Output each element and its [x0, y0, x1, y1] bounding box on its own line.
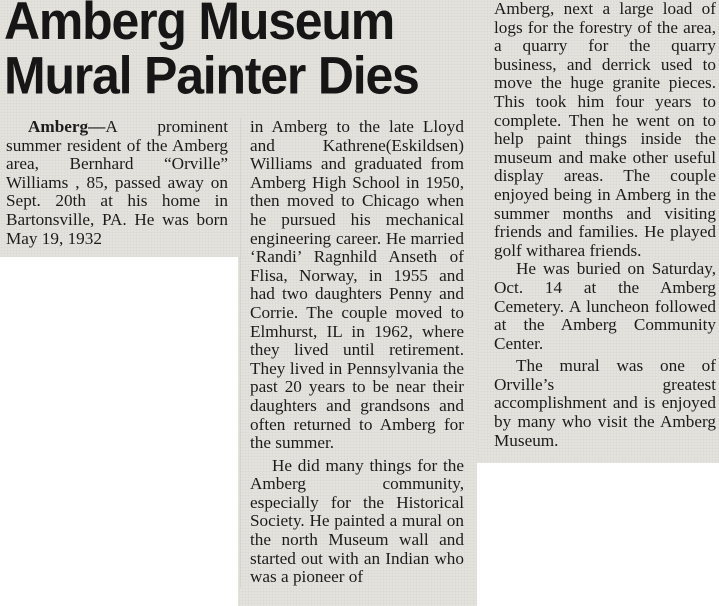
- paragraph-6: The mural was one of Orville’s greatest accomplishment and is enjoyed by many who visit the Amberg Museum.: [494, 356, 716, 450]
- paragraph-2: in Amberg to the late Lloyd and Kathrene(Eskildsen) Williams and graduated from Amberg High School in 1950, then moved to Chicago when he pursued his mechanical engineering career. He married ‘Randi’ Ragnhild Anseth of Flisa, Norway, in 1955 and had two daughters Penny and Corrie. The couple moved to Elmhurst, IL in 1962, where they lived until retirement. They lived in Pennsylvania the past 20 years to be near their daughters and grandsons and often returned to Amberg for the summer.: [250, 117, 464, 453]
- article-column-3: [494, 0, 716, 450]
- paragraph-3: He did many things for the Amberg community, especially for the Historical Society. He painted a mural on the north Museum wall and started out with an Indian who was a pioneer of: [250, 455, 464, 587]
- headline-line-2: Mural Painter Dies: [4, 46, 419, 106]
- headline-line-1: Amberg Museum: [4, 0, 395, 51]
- column-divider: [240, 118, 241, 588]
- paragraph-1: [6, 118, 228, 248]
- headline: [4, 0, 474, 106]
- article-column-2: [250, 118, 464, 587]
- article-column-1: [6, 118, 228, 248]
- dateline: Amberg—: [28, 117, 106, 136]
- paragraph-1-text: A prominent summer resident of the Amberg area, Bernhard “Orville” Williams , 85, passed away on Sept. 20th at his home in Bartonsville, PA. He was born May 19, 1932: [6, 117, 228, 248]
- paragraph-4: Amberg, next a large load of logs for the forestry of the area, a quarry for the quarry business, and derrick used to move the huge granite pieces. This took him four years to complete. Then he went on to help paint things inside the museum and make other useful display areas. The couple enjoyed being in Amberg in the summer months and visiting friends and families. He played golf witharea friends.: [494, 0, 716, 260]
- paragraph-5: He was buried on Saturday, Oct. 14 at the Amberg Cemetery. A luncheon followed at the Amberg Community Center.: [494, 259, 716, 353]
